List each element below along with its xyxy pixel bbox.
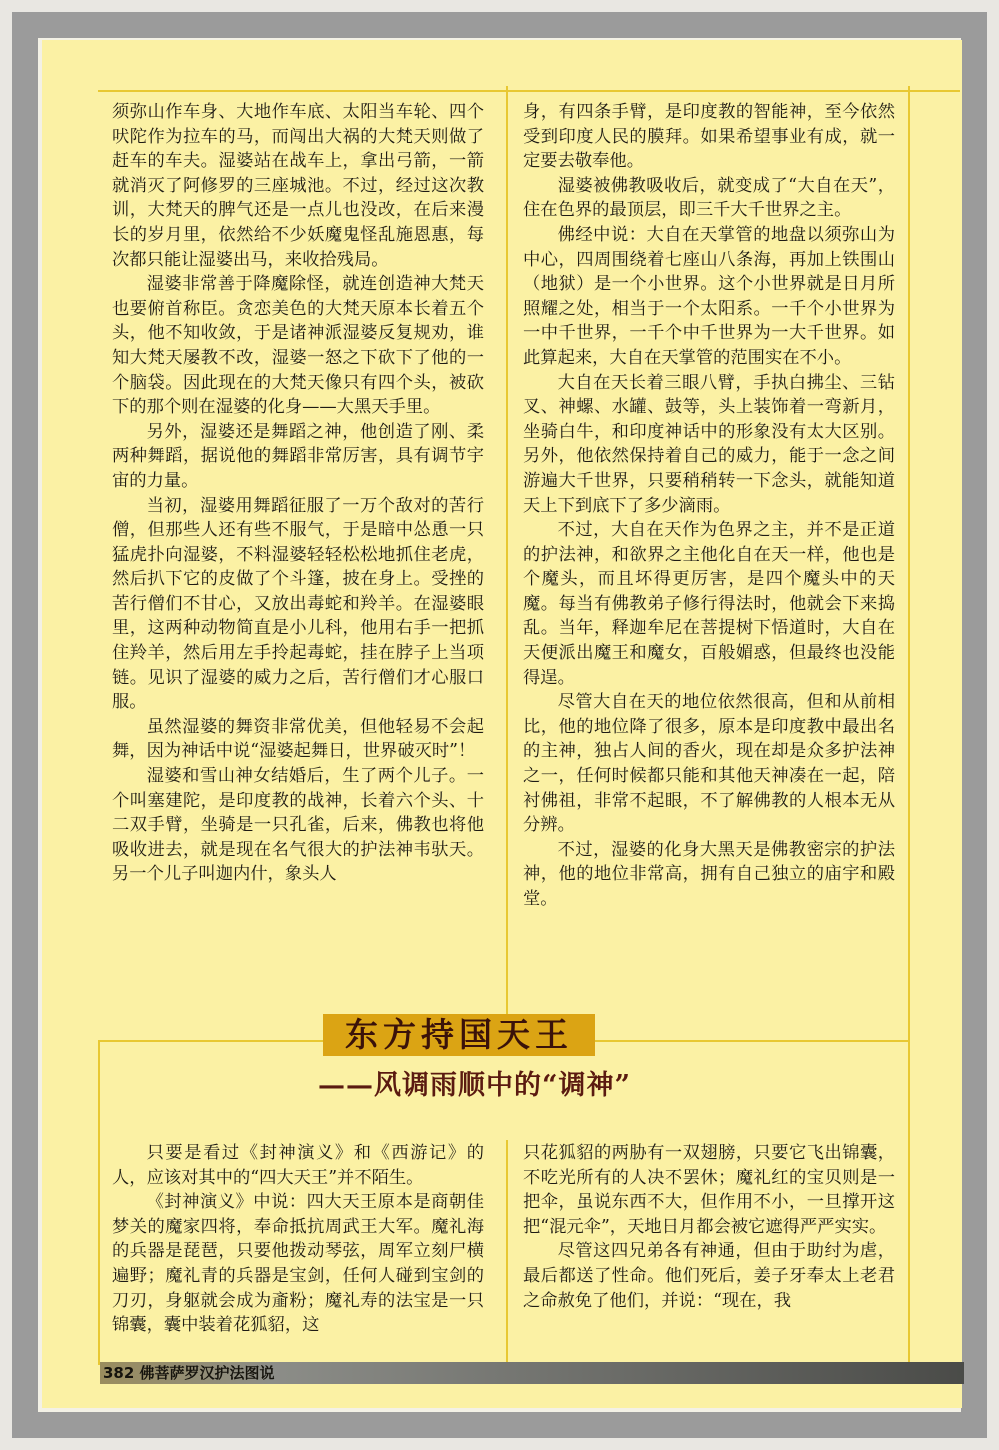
- section-rule-right: [595, 1040, 908, 1042]
- paragraph: 湿婆和雪山神女结婚后，生了两个儿子。一个叫塞建陀，是印度教的战神，长着六个头、十二双手臂，坐骑是一只孔雀，后来，佛教也将他吸收进去，就是现在名气很大的护法神韦驮天。另一个儿子叫迦内什，象头人: [112, 766, 484, 885]
- top-right-column: [523, 100, 895, 912]
- paragraph: 虽然湿婆的舞资非常优美，但他轻易不会起舞，因为神话中说“湿婆起舞日，世界破灭时”！: [112, 716, 484, 762]
- paragraph: 湿婆非常善于降魔除怪，就连创造神大梵天也要俯首称臣。贪恋美色的大梵天原本长着五个头，他不知收敛，于是诸神派湿婆反复规劝，谁知大梵天屡教不改，湿婆一怒之下砍下了他的一个脑袋。因此现在的大梵天像只有四个头，被砍下的那个则在湿婆的化身——大黑天手里。: [112, 274, 484, 418]
- paragraph: 当初，湿婆用舞蹈征服了一万个敌对的苦行僧，但那些人还有些不服气，于是暗中怂恿一只猛虎扑向湿婆，不料湿婆轻轻松松地抓住老虎，然后扒下它的皮做了个斗篷，披在身上。受挫的苦行僧们不甘心，又放出毒蛇和羚羊。在湿婆眼里，这两种动物简直是小儿科，他用右手一把抓住羚羊，然后用左手拎起毒蛇，挂在脖子上当项链。见识了湿婆的威力之后，苦行僧们才心服口服。: [112, 495, 484, 713]
- paragraph: 须弥山作车身、大地作车底、太阳当车轮、四个吠陀作为拉车的马，而闯出大祸的大梵天则做了赶车的车夫。湿婆站在战车上，拿出弓箭，一箭就消灭了阿修罗的三座城池。不过，经过这次教训，大梵天的脾气还是一点儿也没改，在后来漫长的岁月里，依然给不少妖魔鬼怪乱施恩惠，每次都只能让湿婆出马，来收拾残局。: [112, 102, 484, 270]
- paragraph: 尽管这四兄弟各有神通，但由于助纣为虐，最后都送了性命。他们死后，姜子牙奉太上老君之命赦免了他们，并说：“现在，我: [523, 1241, 895, 1311]
- top-rule: [98, 90, 960, 92]
- paragraph: 身，有四条手臂，是印度教的智能神，至今依然受到印度人民的膜拜。如果希望事业有成，就一定要去敬奉他。: [523, 102, 895, 172]
- paragraph: 湿婆被佛教吸收后，就变成了“大自在天”，住在色界的最顶层，即三千大千世界之主。: [523, 175, 895, 221]
- section-subtitle: ——风调雨顺中的“调神”: [318, 1070, 632, 1101]
- paragraph: 不过，大自在天作为色界之主，并不是正道的护法神，和欲界之主他化自在天一样，他也是个魔头，而且坏得更厉害，是四个魔头中的天魔。每当有佛教弟子修行得法时，他就会下来捣乱。当年，释迦牟尼在菩提树下悟道时，大自在天便派出魔王和魔女，百般媚惑，但最终也没能得逞。: [523, 520, 895, 688]
- paragraph: 佛经中说：大自在天掌管的地盘以须弥山为中心，四周围绕着七座山八条海，再加上铁围山（地狱）是一个小世界。这个小世界就是日月所照耀之处，相当于一个太阳系。一千个小世界为一中千世界，一千个中千世界为一大千世界。如此算起来，大自在天掌管的范围实在不小。: [523, 224, 895, 368]
- left-margin-line: [98, 1040, 100, 1365]
- bottom-right-column: [523, 1141, 895, 1313]
- paragraph: 不过，湿婆的化身大黑天是佛教密宗的护法神，他的地位非常高，拥有自己独立的庙宇和殿堂。: [523, 839, 895, 909]
- paragraph: 只要是看过《封神演义》和《西游记》的人，应该对其中的“四大天王”并不陌生。: [112, 1143, 484, 1188]
- top-left-column: [112, 100, 484, 887]
- right-margin-line: [908, 86, 910, 1366]
- paragraph: 《封神演义》中说：四大天王原本是商朝佳梦关的魔家四将，奉命抵抗周武王大军。魔礼海的兵器是琵琶，只要他拨动琴弦，周军立刻尸横遍野；魔礼青的兵器是宝剑，任何人碰到宝剑的刀刃，身躯就会成为齑粉；魔礼寿的法宝是一只锦囊，囊中装着花狐貂，这: [112, 1192, 484, 1336]
- paragraph: 只花狐貂的两胁有一双翅膀，只要它飞出锦囊，不吃光所有的人决不罢休；魔礼红的宝贝则是一把伞，虽说东西不大，但作用不小，一旦撑开这把“混元伞”，天地日月都会被它遮得严严实实。: [523, 1143, 895, 1237]
- page-footer: 382 佛菩萨罗汉护法图说: [103, 1364, 275, 1382]
- column-divider-bottom: [506, 1140, 508, 1362]
- section-title: 东方持国天王: [345, 1015, 573, 1054]
- bottom-left-column: [112, 1141, 484, 1338]
- paragraph: 尽管大自在天的地位依然很高，但和从前相比，他的地位降了很多，原本是印度教中最出名的主神，独占人间的香火，现在却是众多护法神之一，任何时候都只能和其他天神凑在一起，陪衬佛祖，非常不起眼，不了解佛教的人根本无从分辨。: [523, 692, 895, 836]
- paragraph: 另外，湿婆还是舞蹈之神，他创造了刚、柔两种舞蹈，据说他的舞蹈非常厉害，具有调节宇宙的力量。: [112, 421, 484, 491]
- column-divider-top: [506, 86, 508, 1016]
- section-rule: [98, 1040, 323, 1042]
- paragraph: 大自在天长着三眼八臂，手执白拂尘、三钻叉、神螺、水罐、鼓等，头上装饰着一弯新月，坐骑白牛，和印度神话中的形象没有太大区别。另外，他依然保持着自己的威力，能于一念之间游遍大千世界，只要稍稍转一下念头，就能知道天上下到底下了多少滴雨。: [523, 372, 895, 516]
